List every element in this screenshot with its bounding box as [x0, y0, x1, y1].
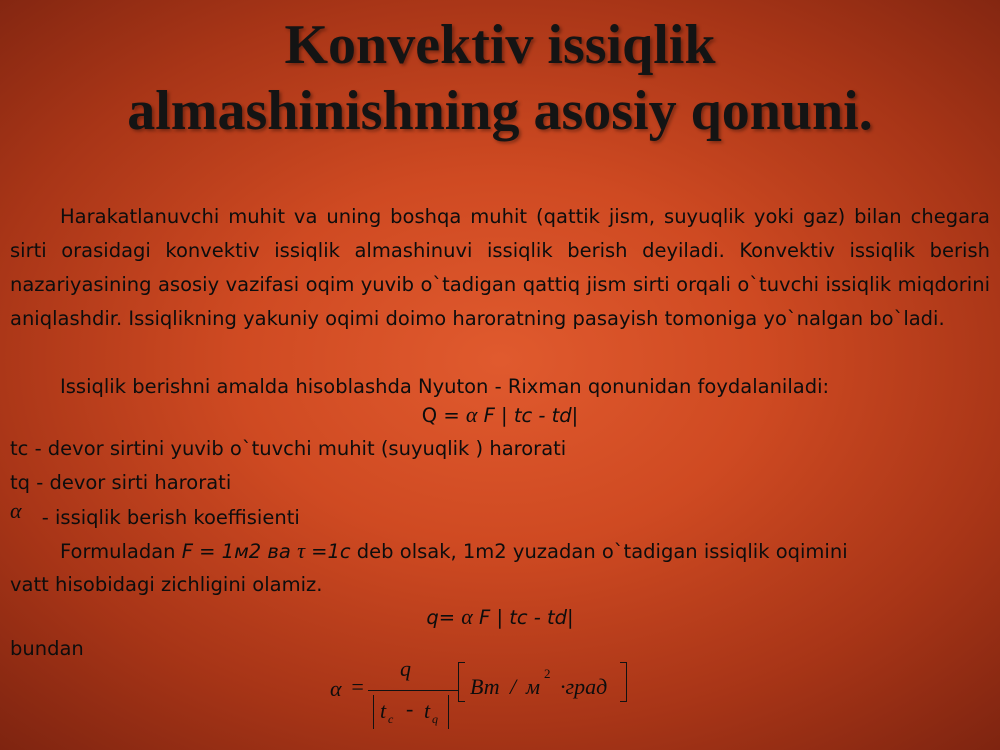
abs-bar-left	[373, 695, 374, 729]
slide-title	[0, 12, 1000, 144]
paragraph-newton-rikhman: Issiqlik berishni amalda hisoblashda Nyuton - Rixman qonunidan foydalaniladi:	[60, 375, 830, 398]
unit-grad: ·град	[560, 674, 608, 699]
denominator-sub-c: c	[388, 712, 394, 726]
formula-heat-flux-density	[0, 600, 1000, 635]
denominator-t1: t	[380, 698, 387, 723]
p3-f-eq: F = 1м2 ва	[181, 540, 298, 563]
bracket-left	[458, 662, 465, 702]
formula-heat-flow	[0, 398, 1000, 433]
alpha-symbol: α	[461, 604, 473, 629]
equals-sign: =	[350, 674, 365, 699]
unit-watt: Вт	[470, 674, 500, 699]
p3-tau-eq: =1c	[304, 540, 351, 563]
alpha-symbol: α	[465, 402, 478, 427]
denominator-minus: -	[406, 696, 414, 721]
unit-slash: /	[510, 674, 517, 699]
title-line-1: Konvektiv issiqlik	[284, 14, 716, 76]
bracket-right	[620, 662, 627, 702]
fraction-bar	[368, 690, 458, 691]
paragraph-formula-substitution-line2: vatt hisobidagi zichligini olamiz.	[10, 573, 323, 596]
definition-alpha	[10, 500, 300, 535]
word-bundan: bundan	[10, 637, 84, 660]
unit-meter: м	[526, 674, 541, 699]
unit-power: 2	[544, 666, 551, 681]
title-line-2: almashinishning asosiy qonuni.	[127, 80, 873, 142]
p3-suffix: deb olsak, 1m2 yuzadan o`tadigan issiqlik oqimini	[350, 540, 848, 563]
alpha-symbol: α	[10, 498, 22, 523]
definition-tc: tc - devor sirtini yuvib o`tuvchi muhit (suyuqlik ) harorati	[10, 437, 567, 460]
paragraph-definition: Harakatlanuvchi muhit va uning boshqa muhit (qattik jism, suyuqlik yoki gaz) bilan chegara sirti orasidagi konvektiv issiqlik almashinuvi issiqlik berish deyiladi. Konvektiv issiqlik berish nazariyasining asosiy vazifasi oqim yuvib o`tadigan qattiq jism sirti orqali o`tuvchi issiqlik miqdorini aniqlashdir. Issiqlikning yakuniy oqimi doimo haroratning pasayish tomoniga yo`nalgan bo`ladi.	[10, 205, 990, 330]
tau-symbol: τ	[297, 538, 305, 563]
alpha-symbol: α	[330, 676, 342, 701]
abs-bar-right	[448, 695, 449, 729]
formula-alpha-coefficient	[328, 656, 638, 740]
denominator-t2: t	[424, 698, 431, 723]
p3-prefix: Formuladan	[60, 540, 182, 563]
definition-tq: tq - devor sirti harorati	[10, 471, 232, 494]
numerator-q: q	[400, 656, 411, 681]
formula1-left: Q =	[421, 404, 466, 427]
formula2-right: F | tc - td|	[472, 606, 574, 629]
formula2-left: q=	[426, 606, 462, 629]
formula1-right: F | tc - td|	[477, 404, 579, 427]
denominator-sub-q: q	[432, 712, 438, 726]
definition-alpha-text: - issiqlik berish koeffisienti	[35, 506, 300, 529]
paragraph-formula-substitution	[60, 534, 848, 569]
